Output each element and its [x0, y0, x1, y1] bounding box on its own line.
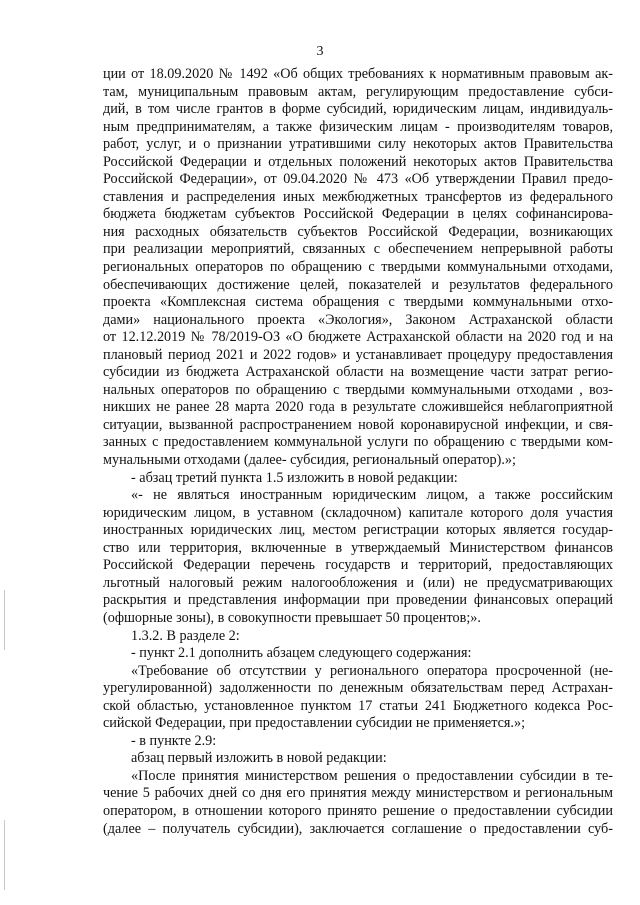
text-line: никших не ранее 28 марта 2020 года в результате сложившейся неблагоприятной [103, 399, 613, 416]
text-line: региональных операторов по обращению с твердыми коммунальными отходами, [103, 259, 613, 276]
text-line: сийской Федерации, при предоставлении субсидии не применяется.»; [103, 715, 526, 732]
text-line: Российской Федерации перечень государств и территорий, предоставляющих [103, 557, 613, 574]
text-line: занных с предоставлением коммунальной услуги по обращению с твердыми ком- [103, 434, 613, 451]
text-line: «- не являться иностранным юридическим лицом, а также российским [131, 487, 613, 504]
text-line: «После принятия министерством решения о предоставлении субсидии в те- [131, 767, 613, 784]
text-line: ской областью, установленное пунктом 17 статьи 241 Бюджетного кодекса Рос- [103, 697, 613, 714]
text-line: ставления и распределения иных межбюджетных трансфертов из федерального [103, 188, 613, 205]
text-line: 1.3.2. В разделе 2: [131, 627, 240, 644]
text-line: льготный налоговый режим налогообложения и (или) не предусматривающих [103, 574, 613, 591]
text-line: мунальными отходами (далее- субсидия, региональный оператор).»; [103, 452, 516, 469]
text-line: иностранных юридических лиц, местом регистрации которых является государ- [103, 522, 613, 539]
text-line: дами» национального проекта «Экология», Законом Астраханской области [103, 311, 613, 328]
text-line: - пункт 2.1 дополнить абзацем следующего содержания: [131, 645, 472, 662]
text-line: плановый период 2021 и 2022 годов» и устанавливает процедуру предоставления [103, 346, 613, 363]
text-line: бюджета бюджетам субъектов Российской Федерации в целях софинансирова- [103, 206, 613, 223]
text-line: ным предпринимателям, а также физическим лицам - производителям товаров, [103, 118, 613, 135]
text-line: ство или территория, включенные в утверждаемый Министерством финансов [103, 539, 613, 556]
text-line: урегулированной) задолженности по денежным обязательствам перед Астрахан- [103, 680, 613, 697]
text-line: при реализации мероприятий, связанных с обеспечением непрерывной работы [103, 241, 613, 258]
text-line: дий, в том числе грантов в форме субсидий, юридическим лицам, индивидуаль- [103, 101, 613, 118]
text-line: нальных операторов по обращению с твердыми коммунальными отходами , воз- [103, 381, 613, 398]
text-line: чение 5 рабочих дней со дня его принятия между министерством и региональным [103, 785, 613, 802]
text-line: - в пункте 2.9: [131, 732, 217, 749]
text-line: оператором, в отношении которого принято решение о предоставлении субсидии [103, 802, 613, 819]
text-line: Российской Федерации», от 09.04.2020 № 473 «Об утверждении Правил предо- [103, 171, 613, 188]
text-line: работ, услуг, и о признании утратившими силу некоторых актов Правительства [103, 136, 613, 153]
text-line: (далее – получатель субсидии), заключается соглашение о предоставлении суб- [103, 820, 613, 837]
text-line: субсидии из бюджета Астраханской области на возмещение части затрат регио- [103, 364, 613, 381]
text-line: обеспечивающих достижение целей, показателей и результатов федерального [103, 276, 613, 293]
text-line: ния расходных обязательств субъектов Российской Федерации, возникающих [103, 223, 613, 240]
text-line: ции от 18.09.2020 № 1492 «Об общих требованиях к нормативным правовым ак- [103, 66, 613, 82]
text-line: «Требование об отсутствии у регионального оператора просроченной (не- [131, 662, 613, 679]
text-line: юридическим лицом, в уставном (складочном) капитале которого доля участия [103, 504, 613, 521]
page-number: 3 [316, 44, 324, 59]
text-line: ситуации, вызванной распространением новой коронавирусной инфекции, и свя- [103, 416, 613, 433]
scan-edge-mark [4, 820, 5, 890]
text-line: проекта «Комплексная система обращения с твердыми коммунальными отхо- [103, 294, 613, 311]
document-body [103, 66, 613, 838]
text-line: абзац первый изложить в новой редакции: [131, 750, 387, 767]
text-line: (офшорные зоны), в совокупности превышает 50 процентов;». [103, 609, 481, 626]
scan-edge-mark [4, 590, 5, 650]
text-line: Российской Федерации и отдельных положений некоторых актов Правительства [103, 153, 613, 170]
text-line: раскрытия и представления информации при проведении финансовых операций [103, 592, 613, 609]
text-line: от 12.12.2019 № 78/2019-ОЗ «О бюджете Астраханской области на 2020 год и на [103, 329, 613, 346]
text-line: - абзац третий пункта 1.5 изложить в новой редакции: [131, 469, 458, 486]
text-line: там, муниципальным правовым актам, регулирующим предоставление субси- [103, 83, 613, 100]
